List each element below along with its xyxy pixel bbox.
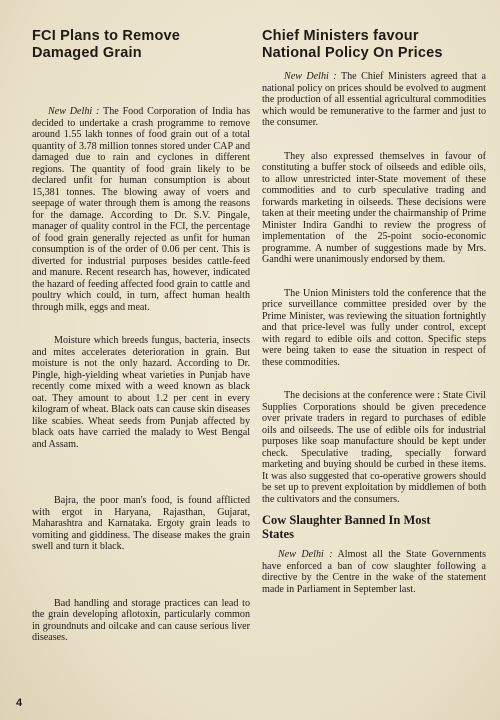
article-fci-para-4 (32, 598, 250, 644)
paragraph-text: Bad handling and storage practices can lead to the grain developing aflotoxin, particularly common in groundnuts and oilcake and can cause serious liver diseases. (32, 597, 250, 643)
article-cm-para-1 (262, 71, 486, 129)
paragraph-text: Almost all the State Governments have enforced a ban of cow slaughter following a directive by the Centre in the wake of the statement made in Parliament in September last. (262, 549, 486, 595)
headline-fci: FCI Plans to Remove Damaged Grain (32, 28, 181, 61)
right-column (262, 28, 486, 595)
page-number: 4 (16, 697, 23, 709)
article-fci-para-3 (32, 495, 250, 553)
article-cm-para-2 (262, 151, 486, 266)
paragraph-text: Bajra, the poor man's food, is found afflicted with ergot in Haryana, Rajasthan, Gujarat, Maharashtra and Karnataka. Ergoty grain leads to vomiting and giddiness. The disease makes the grain swell and turn it black. (32, 495, 250, 552)
article-cow-para-1 (262, 549, 486, 595)
article-fci-para-2 (32, 335, 250, 450)
dateline: New Delhi : (48, 106, 100, 117)
paragraph-text: Moisture which breeds fungus, bacteria, insects and mites accelerates deterioration in grain. But moisture is not the only hazard. According to Dr. Pingle, high-yielding wheat varieties in Punjab have recently come mixed with a weed known as black oat. They amount to about 1.2 per cent in every kilogram of wheat. Black oats can cause skin diseases like scabies. Wheat seeds from Punjab affected by black oats have carried the malady to West Bengal and Assam. (32, 335, 250, 450)
paragraph-text: The Union Ministers told the conference that the price surveillance committee presided over by the Prime Minister, was reviewing the situation fortnightly and that price-level was fully under control, except with regard to edible oils and cotton. Specific steps were being taken to ease the situation in respect of these commodities. (262, 287, 486, 368)
headline-chief-ministers: Chief Ministers favour National Policy On Prices (262, 28, 443, 61)
dateline: New Delhi : (278, 549, 333, 560)
headline-cow-slaughter: Cow Slaughter Banned In Most States (262, 513, 431, 541)
paragraph-text: The Chief Ministers agreed that a national policy on prices should be evolved to augment the production of all essential agricultural commodities which would be remunerative to the farmer and just to the consumer. (262, 71, 486, 128)
article-cm-para-3 (262, 288, 486, 369)
article-cm-para-4 (262, 390, 486, 505)
article-fci-para-1 (32, 106, 250, 313)
paragraph-text: They also expressed themselves in favour of constituting a buffer stock of oilseeds and edible oils, to allow unrestricted inter-State movement of these commodities and to curb speculative trading and forwards marketing in oilseeds. These decisions were taken at their meeting under the chairmanship of Prime Minister Indira Gandhi to review the progress of implementation of the 25-point socio-economic programme. A number of suggestions made by Mrs. Gandhi were unanimously endorsed by them. (262, 150, 486, 265)
paragraph-text: The decisions at the conference were : State Civil Supplies Corporations should be given precedence over private traders in regard to purchases of edible oils and oilseeds. The use of edible oils for industrial purposes like soap manufacture should be kept under check. Speculative trading, specially forward marketing and buying should be curbed in these items. It was also suggested that co-operative growers should be set up to prevent exploitation by middlemen of both the cultivators and the consumers. (262, 390, 486, 505)
paragraph-text: The Food Corporation of India has decided to undertake a crash programme to remove around 1.55 lakh tonnes of food grain out of a total quantity of 3.78 million tonnes stored under CAP and damaged due to rain and cyclones in different regions. The quantity of food grain likely to be declared unfit for human consumption is about 15,381 tonnes. The blowing away of voers and seepage of water through them is among the reasons for the damage. According to Dr. S.V. Pingale, manager of quality control in the FCI, the percentage of food grain generally rejected as unfit for human consumption is of the order of 0.06 per cent. This is diverted for industrial purposes besides cattle-feed and manure. Recent research has, however, indicated the hazard of feeding affected food grain to cattle and poultry which could, in turn, affect human health through milk, eggs and meat. (32, 106, 251, 313)
left-column (32, 28, 250, 644)
dateline: New Delhi : (284, 71, 337, 82)
